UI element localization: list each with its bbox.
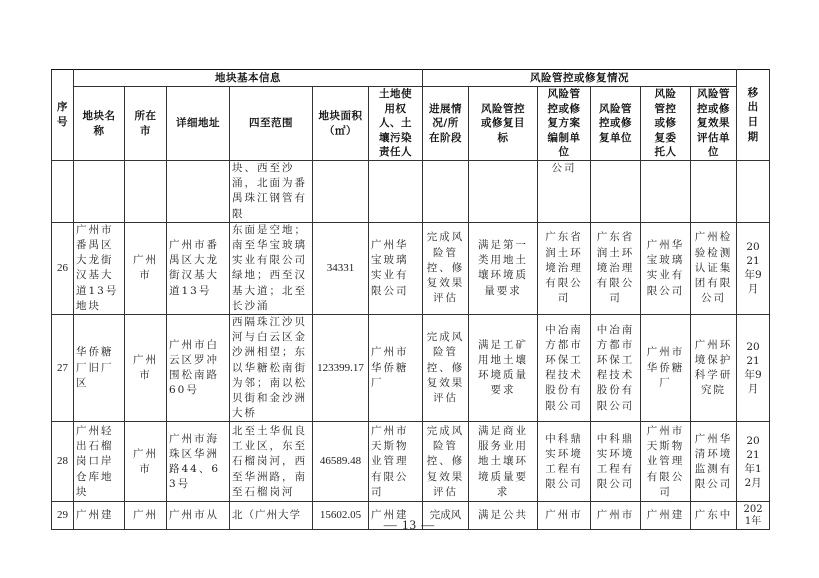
cell-goal: 满足第一类用地土壤环境质量要求 (469, 222, 538, 314)
header-city: 所在市 (125, 87, 167, 161)
cell-removal-date: 2021年9月 (737, 315, 770, 422)
cell-name: 广州轻出石榴岗口岸仓库地块 (74, 422, 125, 502)
cell-seq: 29 (52, 502, 74, 530)
cell-owner: 广州建 (369, 502, 423, 530)
header-goal: 风险管控或修复目标 (469, 87, 538, 161)
cell-name: 广州建 (74, 502, 125, 530)
cell-boundary: 北至土华侃良工业区，东至石榴岗河，西至华洲路，南至石榴岗河 (230, 422, 313, 502)
header-boundary: 四至范围 (230, 87, 313, 161)
cell-boundary: 北（广州大学 (230, 502, 313, 530)
cell-city: 广州市 (125, 315, 167, 422)
cell-address: 广州市海珠区华洲路44、63号 (167, 422, 230, 502)
header-owner: 土地使用权人、土壤污染责任人 (369, 87, 423, 161)
header-progress: 进展情况/所在阶段 (423, 87, 469, 161)
cell-progress: 完成风险管控、修复效果评估 (423, 222, 469, 314)
cell-client: 广州市华侨糖厂 (641, 315, 691, 422)
cell-area: 15602.05 (313, 502, 369, 530)
header-group-risk-control: 风险管控或修复情况 (423, 70, 737, 87)
cell-seq: 26 (52, 222, 74, 314)
cell-plan-unit: 公司 (538, 161, 591, 223)
cell-name: 广州市番禺区大龙街汉基大道13号地块 (74, 222, 125, 314)
cell-goal: 满足公共 (469, 502, 538, 530)
cell-removal-date: 2021年 (737, 502, 770, 530)
cell-city: 广州市 (125, 222, 167, 314)
cell-seq: 28 (52, 422, 74, 502)
cell-boundary: 块、西至沙涌，北面为番禺珠江钢管有限 (230, 161, 313, 223)
cell-exec-unit: 广东省润土环境治理有限公司 (591, 222, 641, 314)
header-area: 地块面积（㎡） (313, 87, 369, 161)
cell-city: 广州市 (125, 422, 167, 502)
cell-city: 广州 (125, 502, 167, 530)
header-exec-unit: 风险管控或修复单位 (591, 87, 641, 161)
cell-plan-unit: 中冶南方都市环保工程技术股份有限公司 (538, 315, 591, 422)
cell-client: 广州市天斯物业管理有限公司 (641, 422, 691, 502)
cell-eval-unit: 广州华清环境监测有限公司 (691, 422, 737, 502)
cell-progress: 完成风 (423, 502, 469, 530)
header-client: 风险管控或修复委托人 (641, 87, 691, 161)
cell-exec-unit: 中冶南方都市环保工程技术股份有限公司 (591, 315, 641, 422)
cell-goal: 满足商业服务业用地土壤环境质量要求 (469, 422, 538, 502)
cell-area: 123399.17 (313, 315, 369, 422)
cell-goal: 满足工矿用地土壤环境质量要求 (469, 315, 538, 422)
cell-address: 广州市番禺区大龙街汉基大道13号 (167, 222, 230, 314)
header-removal-date: 移出日期 (737, 70, 770, 161)
cell-address: 广州市从 (167, 502, 230, 530)
cell-seq: 27 (52, 315, 74, 422)
cell-boundary: 西隔珠江沙贝河与白云区金沙洲相望；东以华糖松南街为邻；南以松贝街和金沙洲大桥 (230, 315, 313, 422)
header-plan-unit: 风险管控或修复方案编制单位 (538, 87, 591, 161)
cell-eval-unit: 广州环境保护科学研究院 (691, 315, 737, 422)
cell-eval-unit: 广州检验检测认证集团有限公司 (691, 222, 737, 314)
remediation-land-table (51, 69, 770, 530)
cell-area: 34331 (313, 222, 369, 314)
cell-exec-unit: 广州市 (591, 502, 641, 530)
cell-removal-date: 2021年9月 (737, 222, 770, 314)
table-row-continuation (52, 161, 770, 223)
header-address: 详细地址 (167, 87, 230, 161)
cell-plan-unit: 广州市 (538, 502, 591, 530)
cell-client: 广州华宝玻璃实业有限公司 (641, 222, 691, 314)
cell-eval-unit: 广东中 (691, 502, 737, 530)
cell-name: 华侨糖厂旧厂区 (74, 315, 125, 422)
cell-address: 广州市白云区罗冲围松南路60号 (167, 315, 230, 422)
header-seq: 序号 (52, 70, 74, 161)
cell-plan-unit: 广东省润土环境治理有限公司 (538, 222, 591, 314)
cell-client: 广州建 (641, 502, 691, 530)
cell-plan-unit: 中科鼎实环境工程有限公司 (538, 422, 591, 502)
cell-progress: 完成风险管控、修复效果评估 (423, 422, 469, 502)
cell-area: 46589.48 (313, 422, 369, 502)
table-row (52, 222, 770, 314)
cell-removal-date: 2021年12月 (737, 422, 770, 502)
cell-owner: 广州华宝玻璃实业有限公司 (369, 222, 423, 314)
header-eval-unit: 风险管控或修复效果评估单位 (691, 87, 737, 161)
table-row (52, 422, 770, 502)
header-group-basic-info: 地块基本信息 (74, 70, 423, 87)
page-number: — 13 — (383, 517, 436, 532)
table-row (52, 315, 770, 422)
cell-boundary: 东面是空地；南至华宝玻璃实业有限公司绿地；西至汉基大道；北至长沙涌 (230, 222, 313, 314)
cell-owner: 广州市华侨糖厂 (369, 315, 423, 422)
cell-exec-unit: 中科鼎实环境工程有限公司 (591, 422, 641, 502)
cell-progress: 完成风险管控、修复效果评估 (423, 315, 469, 422)
header-name: 地块名称 (74, 87, 125, 161)
cell-owner: 广州市天斯物业管理有限公司 (369, 422, 423, 502)
